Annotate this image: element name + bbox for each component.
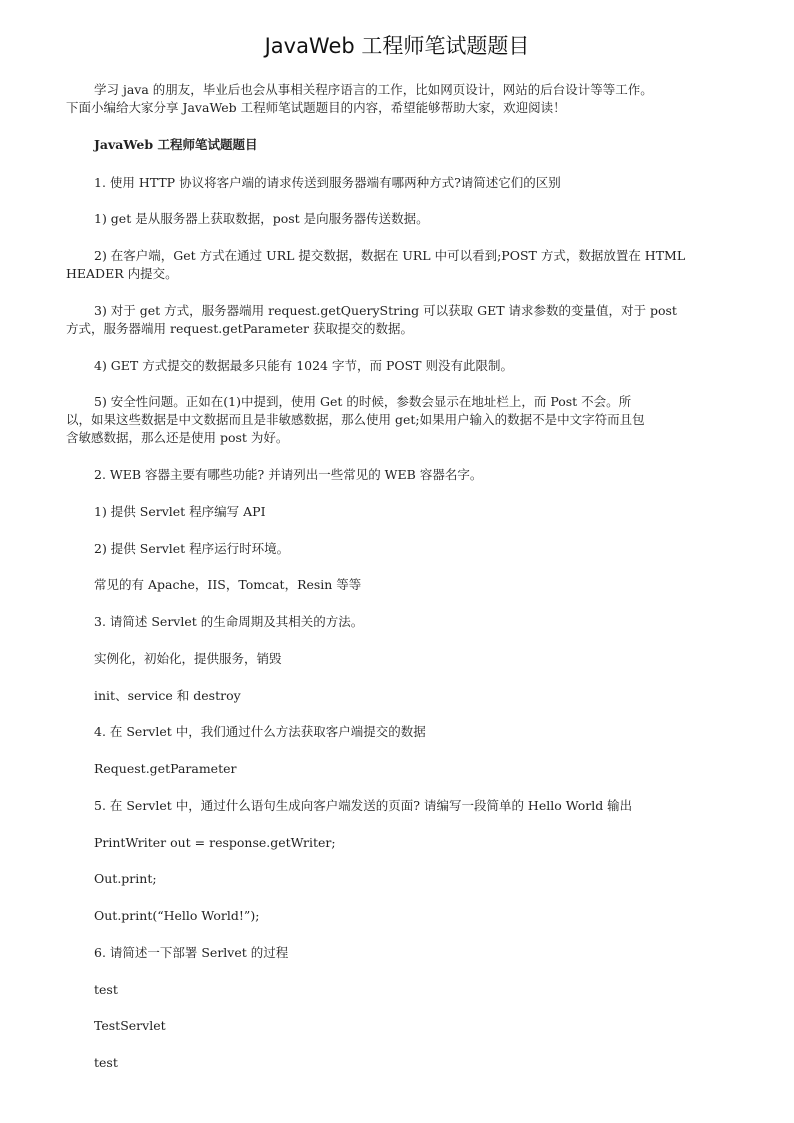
q6-answer-3: test (94, 1055, 118, 1070)
q2-answer-2: 2) 提供 Servlet 程序运行时环境。 (94, 541, 290, 556)
question-2: 2. WEB 容器主要有哪些功能? 并请列出一些常见的 WEB 容器名字。 (94, 467, 483, 482)
q1-answer-5-line-3: 含敏感数据，那么还是使用 post 为好。 (66, 430, 289, 445)
q1-answer-3-line-1: 3) 对于 get 方式，服务器端用 request.getQueryString 可以获取 GET 请求参数的变量值，对于 post (94, 303, 677, 318)
question-1: 1. 使用 HTTP 协议将客户端的请求传送到服务器端有哪两种方式?请简述它们的区别 (94, 175, 561, 190)
q4-answer-1: Request.getParameter (94, 761, 237, 776)
section-subtitle: JavaWeb 工程师笔试题题目 (94, 137, 258, 152)
document-title: JavaWeb 工程师笔试题题目 (264, 34, 530, 58)
q2-answer-3: 常见的有 Apache，IIS，Tomcat，Resin 等等 (94, 577, 362, 592)
q1-answer-2-line-2: HEADER 内提交。 (66, 266, 178, 281)
q1-answer-2-line-1: 2) 在客户端，Get 方式在通过 URL 提交数据，数据在 URL 中可以看到;POST 方式，数据放置在 HTML (94, 248, 686, 263)
question-3: 3. 请简述 Servlet 的生命周期及其相关的方法。 (94, 614, 364, 629)
q1-answer-5-line-2: 以，如果这些数据是中文数据而且是非敏感数据，那么使用 get;如果用户输入的数据不是中文字符而且包 (66, 412, 645, 427)
question-5: 5. 在 Servlet 中，通过什么语句生成向客户端发送的页面? 请编写一段简单的 Hello World 输出 (94, 798, 633, 813)
q1-answer-1: 1) get 是从服务器上获取数据，post 是向服务器传送数据。 (94, 211, 429, 226)
q1-answer-4: 4) GET 方式提交的数据最多只能有 1024 字节，而 POST 则没有此限制。 (94, 358, 513, 373)
intro-line-1: 学习 java 的朋友，毕业后也会从事相关程序语言的工作，比如网页设计，网站的后台设计等等工作。 (94, 82, 653, 97)
q1-answer-5-line-1: 5) 安全性问题。正如在(1)中提到，使用 Get 的时候，参数会显示在地址栏上，而 Post 不会。所 (94, 394, 632, 409)
q5-answer-3: Out.print(“Hello World!”); (94, 908, 260, 923)
question-4: 4. 在 Servlet 中，我们通过什么方法获取客户端提交的数据 (94, 724, 426, 739)
q3-answer-1: 实例化，初始化，提供服务，销毁 (94, 651, 282, 666)
q2-answer-1: 1) 提供 Servlet 程序编写 API (94, 504, 266, 519)
q3-answer-2: init、service 和 destroy (94, 688, 241, 703)
q6-answer-2: TestServlet (94, 1018, 166, 1033)
q5-answer-1: PrintWriter out = response.getWriter; (94, 835, 336, 850)
question-6: 6. 请简述一下部署 Serlvet 的过程 (94, 945, 289, 960)
q1-answer-3-line-2: 方式，服务器端用 request.getParameter 获取提交的数据。 (66, 321, 413, 336)
q6-answer-1: test (94, 982, 118, 997)
q5-answer-2: Out.print; (94, 871, 157, 886)
intro-line-2: 下面小编给大家分享 JavaWeb 工程师笔试题题目的内容，希望能够帮助大家，欢迎阅读！ (66, 100, 566, 115)
